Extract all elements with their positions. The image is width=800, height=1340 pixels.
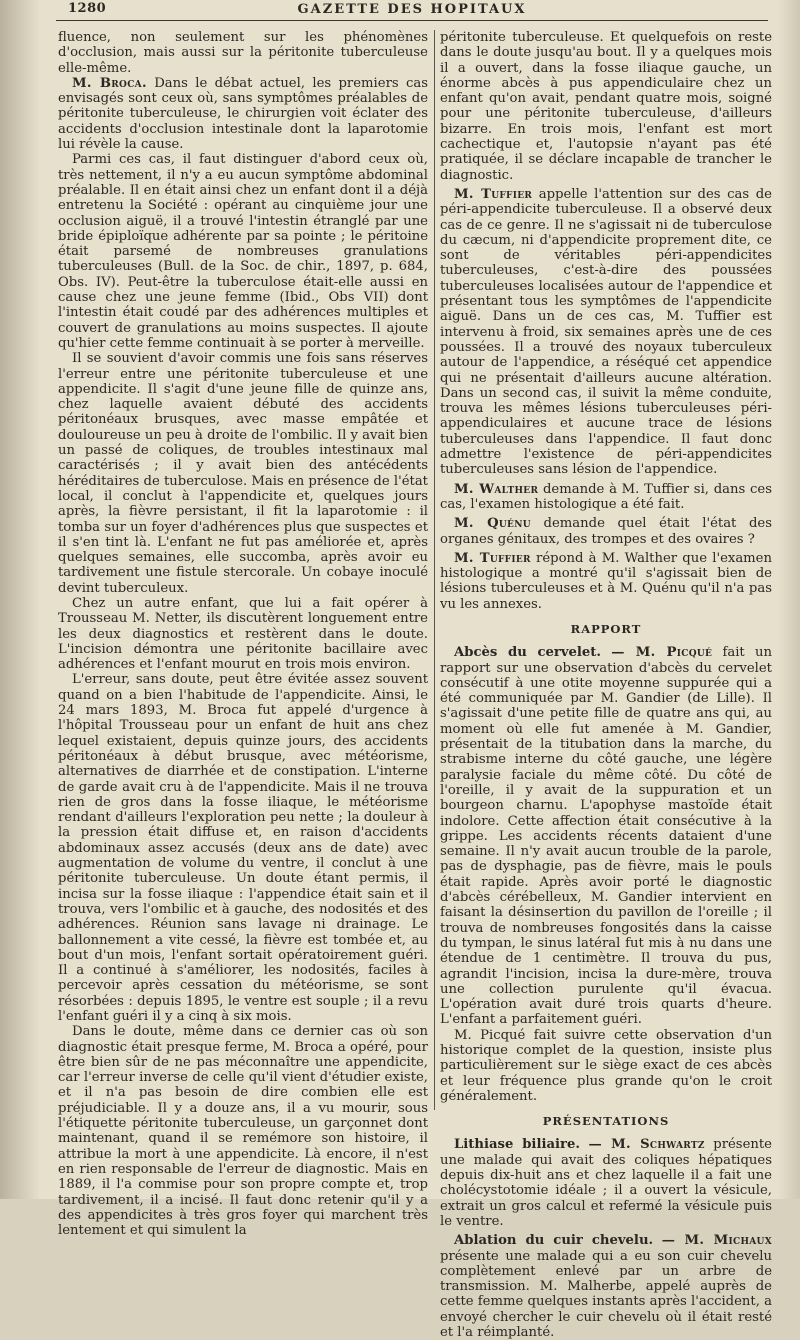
column-divider [434, 30, 435, 1110]
paragraph [440, 482, 772, 513]
paragraph: Dans le doute, même dans ce dernier cas où son diagnostic était presque ferme, M. Broca a opéré, pour être bien sûr de ne pas méconnaître une appendicite, car l'erreur inverse de celle qu'il vient d'étudier existe, et il n'a pas besoin de dire combien elle est préjudiciable. Il y a douze ans, il a vu mourir, sous l'étiquette péritonite tuberculeuse, un garçonnet dont maintenant, quand il se remémore son histoire, il attribue la mort à une appendicite. Là encore, il n'est en rien responsable de l'erreur de diagnostic. Mais en 1889, il l'a commise pour son propre compte et, trop tardivement, il a incisé. Il faut donc retenir qu'il y a des appendicites à très gros foyer qui marchent très lentement et qui simulent la [58, 1024, 428, 1239]
right-column [440, 30, 772, 1340]
paragraph-text: fait un rapport sur une observation d'abcès du cervelet consécutif à une otite moyenne suppurée qui a été communiquée par M. Gandier (de Lille). Il s'agissait d'une petite fille de quatre ans qui, au moment où elle fut amenée à M. Gandier, présentait de la titubation dans la marche, du strabisme interne du côté gauche, une légère paralysie faciale du même côté. Du côté de l'oreille, il y avait de la suppuration et un bourgeon charnu. L'apophyse mastoïde était indolore. Cette affection était consécutive à la grippe. Les accidents récents dataient d'une semaine. Il n'y avait aucun trouble de la parole, pas de dysphagie, pas de fièvre, mais le pouls était rapide. Après avoir porté le diagnostic d'abcès cérébelleux, M. Gandier intervient en faisant la désinsertion du pavillon de l'oreille ; il trouva de nombreuses fongosités dans la caisse du tympan, le sinus latéral fut mis à nu dans une étendue de 1 centimètre. Il trouva du pus, agrandit l'incision, incisa la dure-mère, trouva une collection purulente qu'il évacua. L'opération avait duré trois quarts d'heure. L'enfant a parfaitement guéri. [440, 645, 772, 1028]
paragraph [440, 1233, 772, 1340]
paragraph [440, 1137, 772, 1229]
speaker-name: M. Walther [454, 481, 539, 497]
paragraph-text: demande à M. Tuffier si, dans ces cas, l'examen histologique a été fait. [440, 481, 772, 512]
speaker-name: — M. Picqué [611, 645, 713, 661]
paragraph: péritonite tuberculeuse. Et quelquefois on reste dans le doute jusqu'au bout. Il y a quelques mois il a ouvert, dans la fosse iliaque gauche, un énorme abcès à pus appendiculaire chez un enfant qu'on avait, pendant quatre mois, soigné pour une péritonite tuberculeuse, d'ailleurs bizarre. En trois mois, l'enfant est mort cachectique et, l'autopsie n'ayant pas été pratiquée, il se déclare incapable de trancher le diagnostic. [440, 30, 772, 183]
section-title-presentations: PRÉSENTATIONS [542, 1114, 670, 1129]
paragraph: L'erreur, sans doute, peut être évitée assez souvent quand on a bien l'habitude de l'appendicite. Ainsi, le 24 mars 1893, M. Broca fut appelé d'urgence à l'hôpital Trousseau pour un enfant de huit ans chez lequel existaient, depuis quinze jours, des accidents péritonéaux à début brusque, avec météorisme, alternatives de diarrhée et de constipation. L'interne de garde avait cru à de l'appendicite. Mais il ne trouva rien de gros dans la fosse iliaque, le météorisme rendant d'ailleurs l'exploration peu nette ; la douleur à la pression était diffuse et, en raison d'accidents abdominaux assez accusés (deux ans de date) avec augmentation de volume du ventre, il conclut à une péritonite tuberculeuse. Un doute étant permis, il incisa sur la fosse iliaque : l'appendice était sain et il trouva, vers l'ombilic et à gauche, des nodosités et des adhérences. Réunion sans lavage ni drainage. Le ballonnement a vite cessé, la fièvre est tombée et, au bout d'un mois, l'enfant sortait opératoirement guéri. Il a continué à s'améliorer, les nodosités, faciles à percevoir après cessation du météorisme, se sont résorbées : depuis 1895, le ventre est souple ; il a revu l'enfant guéri il y a cinq à six mois. [58, 672, 428, 1024]
paragraph-text: demande quel était l'état des organes génitaux, des trompes et des ovaires ? [440, 516, 773, 547]
article-heading: Lithiase biliaire. [454, 1137, 580, 1153]
speaker-name: — M. Schwartz [588, 1137, 705, 1153]
paragraph [440, 645, 772, 1027]
paragraph: Parmi ces cas, il faut distinguer d'abord ceux où, très nettement, il n'y a eu aucun symptôme abdominal préalable. Il en était ainsi chez un enfant dont il a déjà entretenu la Société : opérant au cinquième jour une occlusion aiguë, il a trouvé l'intestin étranglé par une bride épiploïque adhérente par sa pointe ; le péritoine était parsemé de nombreuses granulations tuberculeuses (Bull. de la Soc. de chir., 1897, p. 684, Obs. IV). Peut-être la tuberculose était-elle aussi en cause chez une jeune femme (Ibid., Obs VII) dont l'intestin était coudé par des adhérences multiples et couvert de granulations au moins suspectes. Il ajoute qu'hier cette femme continuait à se porter à merveille. [58, 152, 428, 351]
paragraph: Chez un autre enfant, que lui a fait opérer à Trousseau M. Netter, ils discutèrent longuement entre les deux diagnostics et restèrent dans le doute. L'incision démontra une péritonite bacillaire avec adhérences et l'enfant mourut en trois mois environ. [58, 595, 428, 673]
speaker-name: M. Tuffier [454, 550, 531, 566]
paragraph: fluence, non seulement sur les phénomènes d'occlusion, mais aussi sur la péritonite tuberculeuse elle-même. [58, 30, 428, 76]
speaker-name: — M. Michaux [661, 1233, 772, 1249]
journal-title: GAZETTE DES HOPITAUX [297, 2, 527, 17]
article-heading: Abcès du cervelet. [454, 645, 601, 661]
speaker-name: M. Broca. [72, 75, 147, 91]
paragraph-text: Dans le débat actuel, les premiers cas envisagés sont ceux où, sans symptômes préalables de péritonite tuberculeuse, le chirurgien voit éclater des accidents d'occlusion intestinale dont la laparotomie lui révèle la cause. [58, 75, 428, 153]
paragraph: Il se souvient d'avoir commis une fois sans réserves l'erreur entre une péritonite tuberculeuse et une appendicite. Il s'agit d'une jeune fille de quinze ans, chez laquelle avaient débuté des accidents péritonéaux brusques, avec masse empâtée et douloureuse un peu à droite de l'ombilic. Il y avait bien un passé de coliques, de troubles intestinaux mal caractérisés ; il y avait bien des antécédents héréditaires de tuberculose. Mais en présence de l'état local, il conclut à l'appendicite et, quelques jours après, la fièvre persistant, il fit la laparotomie : il tomba sur un foyer d'adhérences plus que suspectes et il s'en tint là. L'enfant ne fut pas améliorée et, après quelques semaines, elle succomba, après avoir eu tardivement une fistule stercorale. Un cobaye inoculé devint tuberculeux. [58, 351, 428, 596]
page-edge-shade [778, 0, 800, 1199]
section-title-rapport: RAPPORT [570, 621, 642, 636]
page-header [56, 0, 768, 21]
paragraph-text: appelle l'attention sur des cas de péri-appendicite tuberculeuse. Il a observé deux cas de ce genre. Il ne s'agissait ni de tuberculose du cæcum, ni d'appendicite proprement dite, ce sont de véritables péri-appendicites tuberculeuses, c'est-à-dire des poussées tuberculeuses localisées autour de l'appendice et présentant tous les symptômes de l'appendicite aiguë. Dans un de ces cas, M. Tuffier est intervenu à froid, six semaines après une de ces poussées. Il a trouvé des noyaux tuberculeux autour de l'appendice, a réséqué cet appendice qui ne présentait d'ailleurs aucune altération. Dans un second cas, il suivit la même conduite, trouva les mêmes lésions tuberculeuses péri-appendiculaires et aucune trace de lésions tuberculeuses dans l'appendice. Il faut donc admettre l'existence de péri-appendicites tuberculeuses sans lésion de l'appendice. [440, 186, 772, 478]
left-column [58, 30, 428, 1238]
paragraph-text: présente une malade qui avait des coliques hépatiques depuis dix-huit ans et chez laquelle il a fait une cholécystotomie idéale ; il a ouvert la vésicule, extrait un gros calcul et refermé la vésicule puis le ventre. [440, 1137, 772, 1229]
paragraph-text: présente une malade qui a eu son cuir chevelu complètement enlevé par un arbre de transmission. M. Malherbe, appelé auprès de cette femme quelques instants après l'accident, a envoyé chercher le cuir chevelu où il était resté et l'a réimplanté. [440, 1248, 772, 1340]
paragraph [58, 76, 428, 152]
paragraph-text: répond à M. Walther que l'examen histologique a montré qu'il s'agissait bien de lésions tuberculeuses et à M. Quénu qu'il n'a pas vu les annexes. [440, 550, 772, 612]
paragraph: M. Picqué fait suivre cette observation d'un historique complet de la question, insiste plus particulièrement sur le siège exact de ces abcès et leur fréquence plus grande qu'on le croit généralement. [440, 1027, 772, 1104]
speaker-name: M. Quénu [454, 516, 531, 532]
paragraph [440, 187, 772, 478]
paragraph [440, 516, 772, 547]
binding-shadow [0, 0, 40, 1199]
article-heading: Ablation du cuir chevelu. [454, 1233, 654, 1249]
paragraph [440, 551, 772, 612]
speaker-name: M. Tuffier [454, 186, 533, 202]
page-number: 1280 [68, 1, 107, 16]
